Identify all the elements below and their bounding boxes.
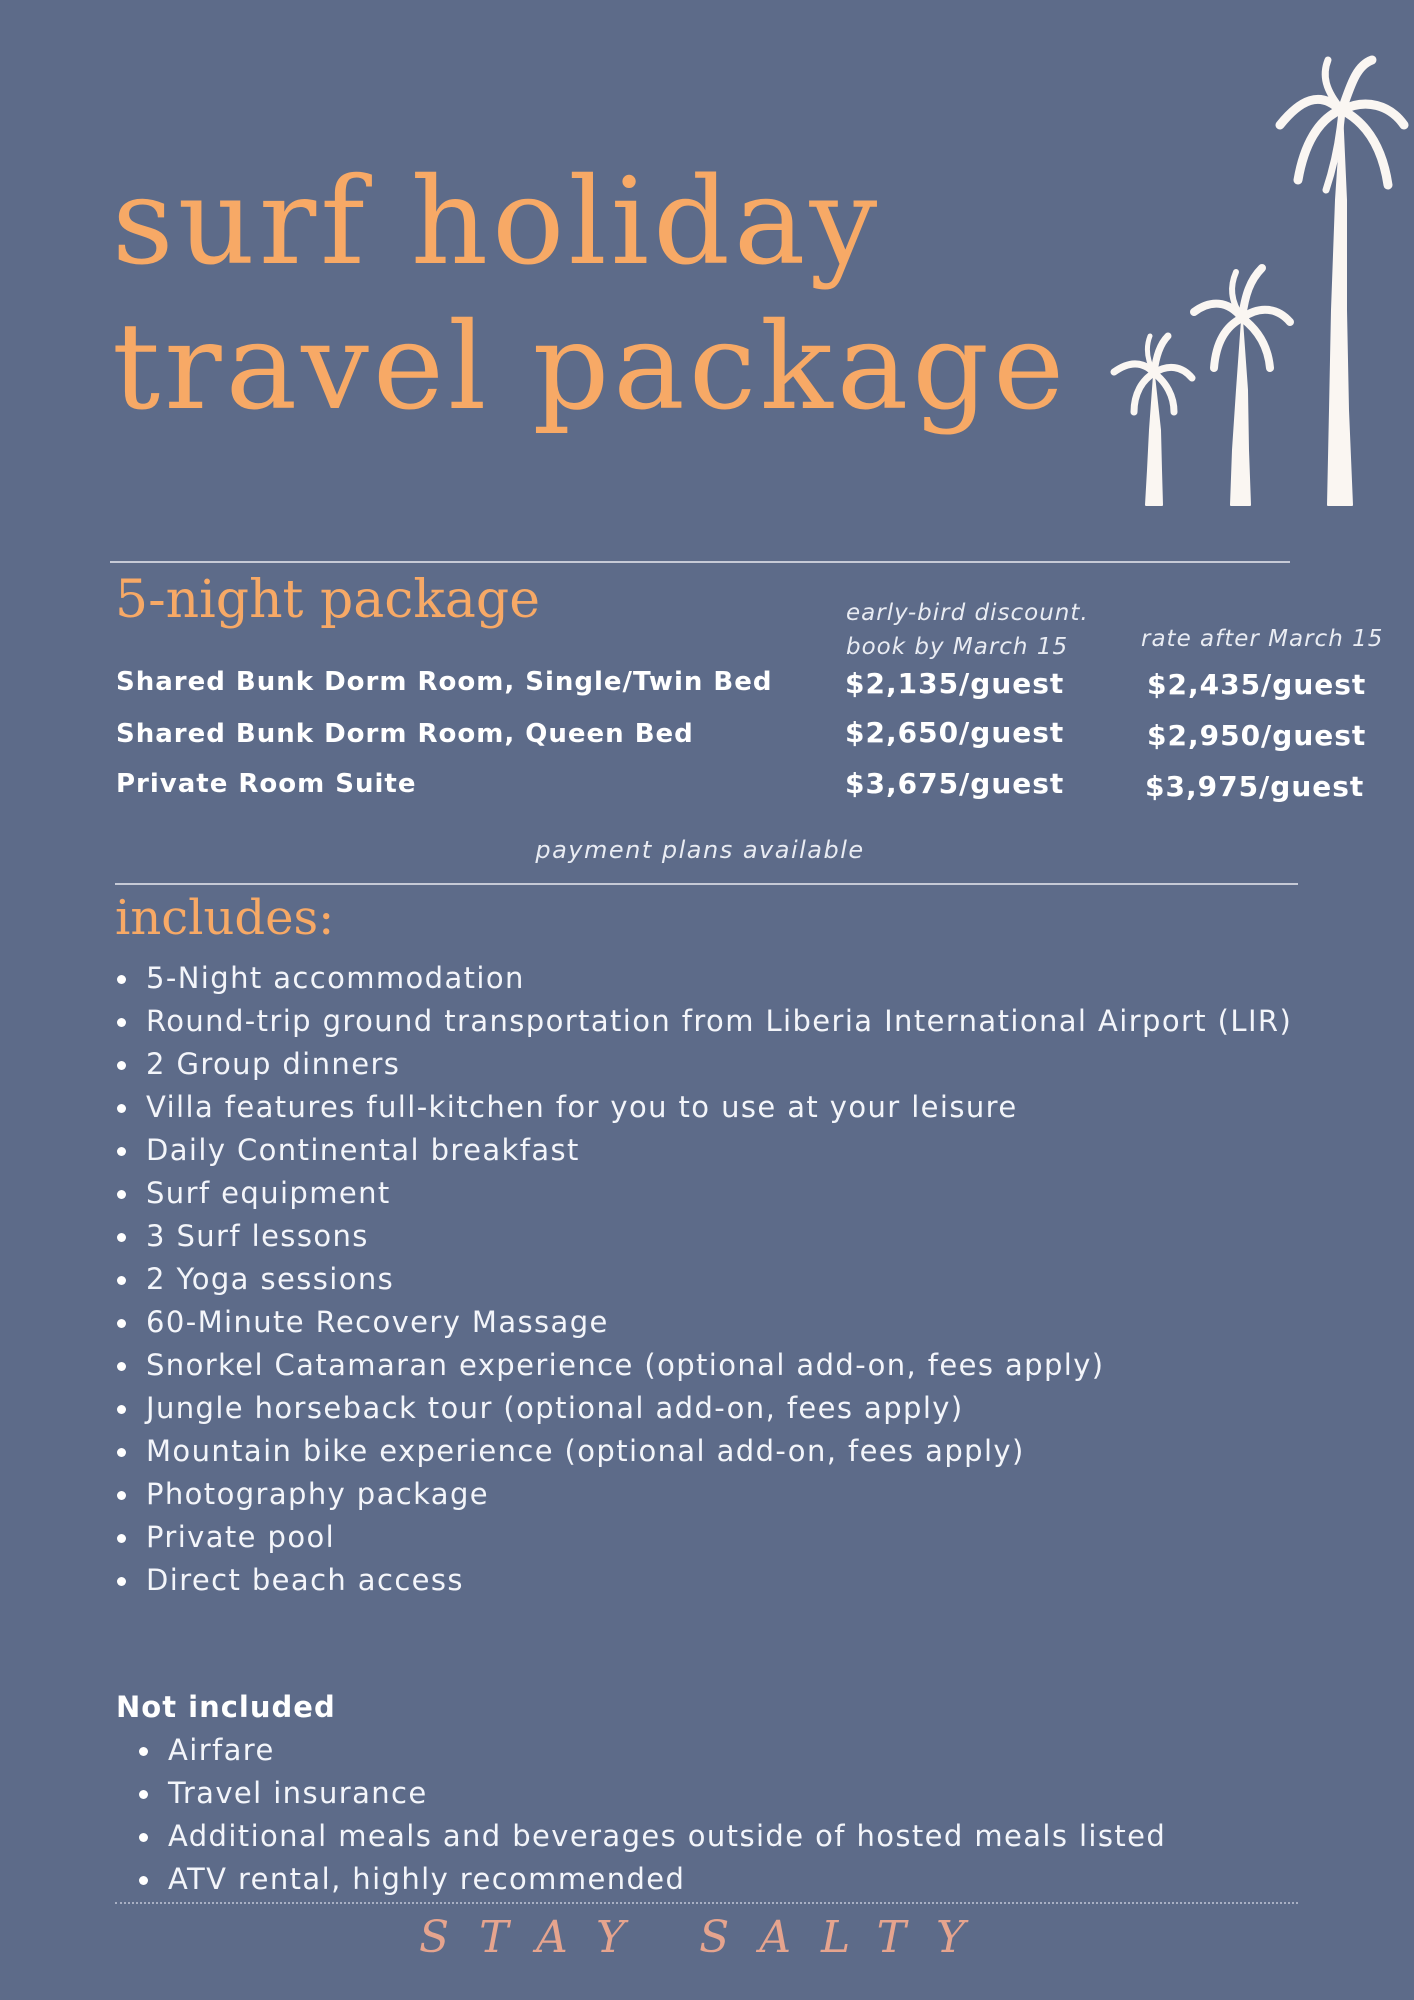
list-item: Additional meals and beverages outside of hosted meals listed	[168, 1815, 1166, 1858]
list-item: 2 Group dinners	[146, 1043, 1292, 1086]
title-line-2: travel package	[112, 298, 1069, 437]
early-bird-note	[846, 596, 1089, 664]
divider	[115, 883, 1298, 885]
after-price: $2,435/guest	[1147, 668, 1367, 701]
list-item: 3 Surf lessons	[146, 1215, 1292, 1258]
after-price: $2,950/guest	[1147, 719, 1367, 752]
page-title	[112, 150, 1068, 440]
list-item: Daily Continental breakfast	[146, 1129, 1292, 1172]
footer-divider	[115, 1902, 1298, 1904]
includes-list	[146, 957, 1292, 1602]
room-type: Shared Bunk Dorm Room, Queen Bed	[116, 719, 694, 749]
list-item: Direct beach access	[146, 1559, 1292, 1602]
early-price: $2,135/guest	[845, 667, 1065, 700]
payment-note: payment plans available	[535, 836, 865, 864]
palm-trees-icon	[1090, 50, 1410, 570]
list-item: Private pool	[146, 1516, 1292, 1559]
list-item: ATV rental, highly recommended	[168, 1858, 1166, 1901]
list-item: Mountain bike experience (optional add-on, fees apply)	[146, 1430, 1292, 1473]
list-item: Surf equipment	[146, 1172, 1292, 1215]
after-rate-note: rate after March 15	[1141, 626, 1384, 652]
footer-tagline: STAY SALTY	[418, 1912, 996, 1963]
includes-heading: includes:	[115, 890, 335, 946]
list-item: 2 Yoga sessions	[146, 1258, 1292, 1301]
package-heading: 5-night package	[115, 570, 540, 630]
list-item: Snorkel Catamaran experience (optional add-on, fees apply)	[146, 1344, 1292, 1387]
list-item: Jungle horseback tour (optional add-on, fees apply)	[146, 1387, 1292, 1430]
early-bird-note-line-1: early-bird discount.	[846, 600, 1089, 626]
early-price: $3,675/guest	[845, 767, 1065, 800]
list-item: Airfare	[168, 1729, 1166, 1772]
list-item: Travel insurance	[168, 1772, 1166, 1815]
title-line-1: surf holiday	[112, 153, 882, 292]
after-price: $3,975/guest	[1145, 770, 1365, 803]
list-item: Villa features full-kitchen for you to use at your leisure	[146, 1086, 1292, 1129]
divider	[110, 561, 1290, 563]
early-bird-note-line-2: book by March 15	[846, 634, 1069, 660]
list-item: 5-Night accommodation	[146, 957, 1292, 1000]
list-item: 60-Minute Recovery Massage	[146, 1301, 1292, 1344]
room-type: Private Room Suite	[116, 769, 417, 799]
room-type: Shared Bunk Dorm Room, Single/Twin Bed	[116, 667, 773, 697]
not-included-list	[168, 1729, 1166, 1901]
list-item: Photography package	[146, 1473, 1292, 1516]
not-included-heading: Not included	[116, 1690, 336, 1724]
early-price: $2,650/guest	[845, 716, 1065, 749]
list-item: Round-trip ground transportation from Liberia International Airport (LIR)	[146, 1000, 1292, 1043]
